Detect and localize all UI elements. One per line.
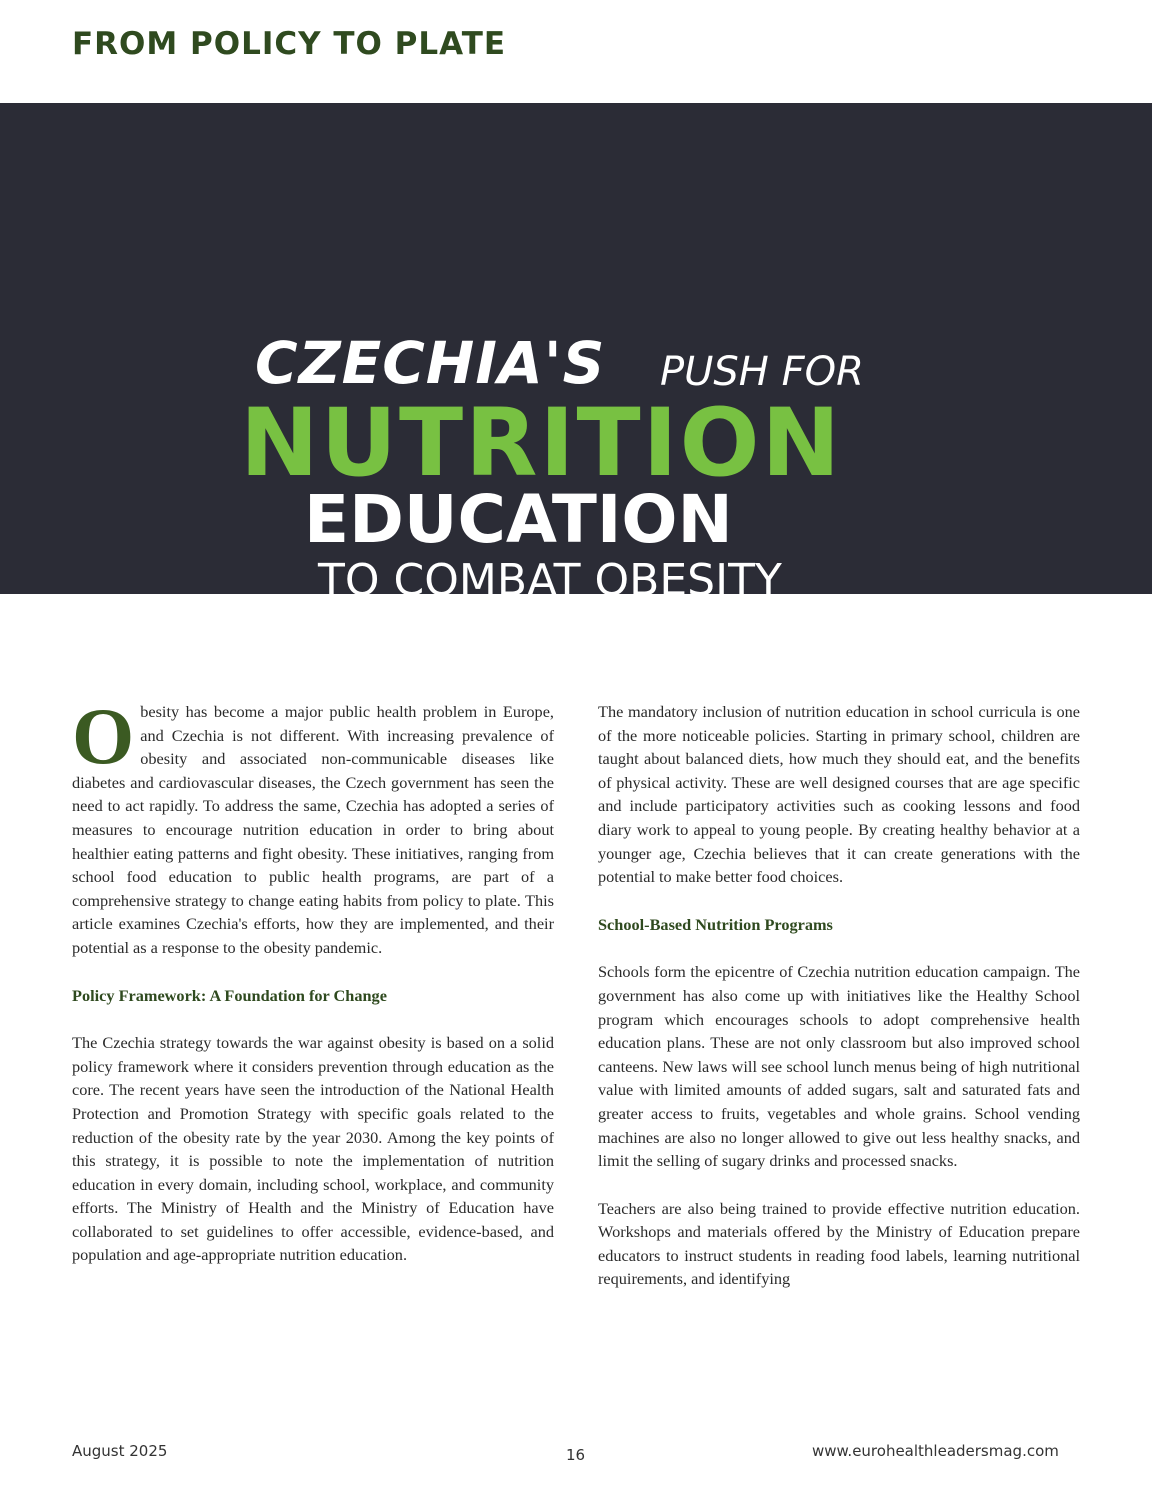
hero-banner xyxy=(0,103,1152,606)
section-label: FROM POLICY TO PLATE xyxy=(72,26,507,62)
title-line-push-for: PUSH FOR xyxy=(660,349,864,395)
drop-cap: O xyxy=(72,693,135,781)
heading-school-programs: School-Based Nutrition Programs xyxy=(598,914,833,934)
intro-paragraph xyxy=(72,693,554,960)
hero-title xyxy=(0,103,1152,606)
paragraph-schools: Schools form the epicentre of Czechia nutrition education campaign. The government has also come up with initiatives like the Healthy School program which encourages schools to adopt comprehensive health education plans. These are not only classroom but also improved school canteens. New laws will see school lunch menus being of high nutritional value with limited amounts of added sugars, salt and saturated fats and greater access to fruits, vegetables and whole grains. School vending machines are also no longer allowed to give out less healthy snacks, and limit the selling of sugary drinks and processed snacks. xyxy=(598,962,1080,1171)
footer-date: August 2025 xyxy=(72,1442,168,1460)
footer-page-number: 16 xyxy=(566,1446,586,1464)
article-column-left xyxy=(72,693,554,1267)
intro-text: besity has become a major public health problem in Europe, and Czechia is not different. With increasing prevalence of obesity and associated non-communicable diseases like diabetes and cardiovascular diseases, the Czech government has seen the need to act rapidly. To address the same, Czechia has adopted a series of measures to encourage nutrition education in order to bring about healthier eating patterns and fight obesity. These initiatives, ranging from school food education to public health programs, are part of a comprehensive strategy to change eating habits from policy to plate. This article examines Czechia's efforts, how they are implemented, and their potential as a response to the obesity pandemic. xyxy=(72,702,554,957)
heading-policy-framework: Policy Framework: A Foundation for Change xyxy=(72,985,387,1005)
title-line-combat-obesity: TO COMBAT OBESITY xyxy=(318,555,782,606)
title-line-nutrition: NUTRITION xyxy=(240,389,843,498)
paragraph-teachers: Teachers are also being trained to provide effective nutrition education. Workshops and materials offered by the Ministry of Education prepare educators to instruct students in reading food labels, learning nutritional requirements, and identifying xyxy=(598,1198,1080,1289)
article-column-right xyxy=(598,700,1080,1291)
title-line-czechias: CZECHIA'S xyxy=(255,329,606,397)
paragraph-policy: The Czechia strategy towards the war against obesity is based on a solid policy framework where it considers prevention through education as the core. The recent years have seen the introduction of the National Health Protection and Promotion Strategy with specific goals related to the reduction of the obesity rate by the year 2030. Among the key points of this strategy, it is possible to note the implementation of nutrition education in every domain, including school, workplace, and community efforts. The Ministry of Health and the Ministry of Education have collaborated to set guidelines to offer accessible, evidence-based, and population and age-appropriate nutrition education. xyxy=(72,1033,554,1265)
footer-website[interactable]: www.eurohealthleadersmag.com xyxy=(812,1442,1059,1460)
paragraph-curricula: The mandatory inclusion of nutrition education in school curricula is one of the more noticeable policies. Starting in primary school, children are taught about balanced diets, how much they should eat, and the benefits of physical activity. These are well designed courses that are age specific and include participatory activities such as cooking lessons and food diary work to appeal to young people. By creating healthy behavior at a younger age, Czechia believes that it can create generations with the potential to make better food choices. xyxy=(598,702,1080,887)
title-line-education: EDUCATION xyxy=(304,481,733,558)
